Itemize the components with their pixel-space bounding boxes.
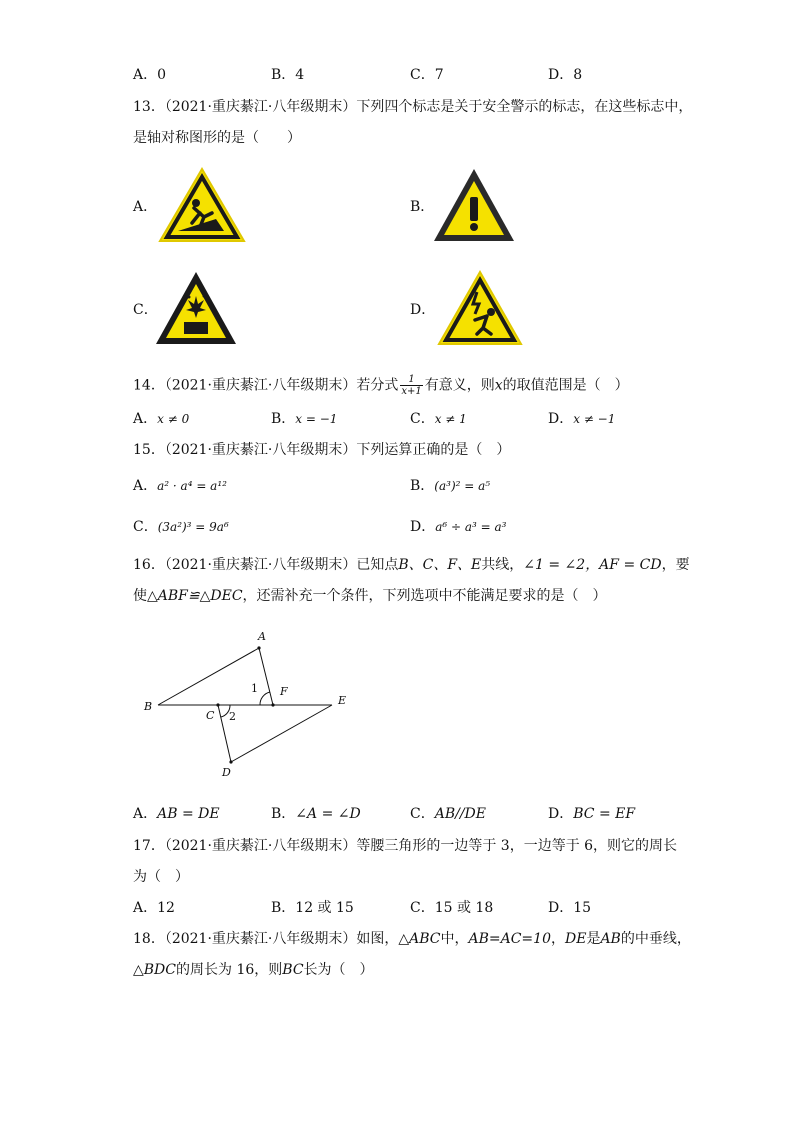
q18-stem-line2	[133, 960, 374, 980]
explosion-warning-sign-icon	[154, 270, 238, 346]
q13-label-a: A．	[133, 199, 158, 215]
angle-1-arc	[260, 692, 270, 705]
q15-option-c-label: C．	[133, 519, 158, 535]
q16-l2-suffix: ，还需补充一个条件，下列选项中不能满足要求的是（ ）	[242, 588, 607, 604]
exclamation-warning-sign-icon	[432, 167, 516, 243]
line-de	[231, 705, 332, 762]
q17-stem-line2: 为（ ）	[133, 869, 189, 885]
q18-stem-line1	[133, 929, 691, 949]
q12-option-a: A．0	[133, 67, 167, 83]
q15-option-a-label: A．	[133, 478, 158, 494]
q14-option-c-label: C．	[410, 411, 435, 427]
label-a: A	[258, 630, 266, 643]
q17-option-d: D．15	[548, 900, 592, 916]
q16-l1-suffix: ，要	[661, 557, 690, 573]
label-f: F	[280, 685, 288, 698]
q15-option-c-math: (3a²)³ = 9a⁶	[157, 520, 229, 534]
q17-option-c: C．15 或 18	[410, 900, 494, 916]
q14-option-c-math: x ≠ 1	[434, 412, 467, 426]
q17-option-a: A．12	[133, 900, 175, 916]
q14-option-d-label: D．	[548, 411, 574, 427]
q16-option-b	[271, 804, 361, 824]
q15-option-a	[133, 476, 227, 496]
q18-l2-suffix: 长为（ ）	[303, 962, 374, 978]
q12-option-d: D．8	[548, 67, 583, 83]
line-ba	[158, 648, 259, 705]
q14-middle: 有意义，则	[424, 377, 495, 394]
q15-option-b	[410, 476, 490, 496]
label-angle-2: 2	[229, 710, 236, 723]
q14-prefix: 14．（2021·重庆綦江·八年级期末）若分式	[133, 377, 399, 394]
q15-option-d	[410, 517, 507, 537]
q16-option-b-math: ∠A = ∠D	[295, 806, 361, 822]
q18-l1-mid: 中，	[440, 931, 469, 947]
q16-geometry-figure	[130, 620, 370, 790]
q15-option-b-math: (a³)² = a⁵	[434, 479, 491, 493]
label-d: D	[222, 766, 231, 779]
q16-option-c	[410, 804, 486, 824]
q18-l1-suffix: 的中垂线，	[620, 931, 691, 947]
q15-option-d-label: D．	[410, 519, 436, 535]
q13-label-b: B．	[410, 199, 435, 215]
q17-option-b: B．12 或 15	[271, 900, 354, 916]
q18-l1-mid2: ，	[550, 931, 565, 947]
q16-l1-math2: ∠1 = ∠2，AF = CD	[523, 557, 662, 573]
q15-option-d-math: a⁶ ÷ a³ = a³	[435, 520, 507, 534]
q14-option-b	[271, 409, 337, 429]
q14-suffix: 的取值范围是（ ）	[502, 377, 629, 394]
q16-option-a	[133, 804, 220, 824]
q16-option-a-math: AB = DE	[157, 806, 220, 822]
q14-option-a-math: x ≠ 0	[157, 412, 190, 426]
q16-l2-math: △ABF≌△DEC	[147, 588, 243, 604]
q16-option-d-math: BC = EF	[573, 806, 636, 822]
label-angle-1: 1	[251, 682, 258, 695]
q12-option-c: C．7	[410, 67, 444, 83]
q18-l1-math4: AB	[600, 931, 621, 947]
q14-frac-den: x+1	[401, 386, 422, 397]
q13-label-d: D．	[410, 302, 436, 318]
q18-l2-mid: 的周长为 16，则	[176, 962, 283, 978]
q18-l1-math: △ABC	[398, 931, 441, 947]
q16-l1-math: B、C、F、E	[398, 557, 482, 573]
q15-option-c	[133, 517, 229, 537]
line-af	[259, 648, 273, 705]
q17-stem-line1: 17．（2021·重庆綦江·八年级期末）等腰三角形的一边等于 3，一边等于 6，则它的周长	[133, 838, 678, 854]
q14-option-a	[133, 409, 189, 429]
q15-option-a-math: a² · a⁴ = a¹²	[157, 479, 227, 493]
q13-label-c: C．	[133, 302, 158, 318]
q16-stem-line2	[133, 586, 607, 606]
q14-stem	[133, 374, 629, 397]
q18-l1-math3: DE	[564, 931, 587, 947]
q18-l2-math: △BDC	[133, 962, 176, 978]
slippery-warning-sign-icon	[158, 167, 246, 243]
q14-option-b-math: x = −1	[295, 412, 338, 426]
q14-option-d	[548, 409, 615, 429]
q18-l2-math2: BC	[282, 962, 304, 978]
q12-option-b: B．4	[271, 67, 305, 83]
q16-l1-mid: 共线，	[481, 557, 524, 573]
q16-stem-line1	[133, 555, 690, 575]
q16-l2-prefix: 使	[133, 588, 147, 604]
q14-option-b-label: B．	[271, 411, 296, 427]
q14-fraction	[400, 374, 422, 397]
q14-var: x	[494, 377, 503, 394]
q13-stem-line2: 是轴对称图形的是（ ）	[133, 130, 301, 146]
q16-option-c-label: C．	[410, 806, 435, 822]
q13-stem-line1: 13．（2021·重庆綦江·八年级期末）下列四个标志是关于安全警示的标志，在这些标志中，	[133, 99, 693, 115]
q15-option-b-label: B．	[410, 478, 435, 494]
q14-option-c	[410, 409, 467, 429]
q14-option-a-label: A．	[133, 411, 158, 427]
q15-stem: 15．（2021·重庆綦江·八年级期末）下列运算正确的是（ ）	[133, 442, 511, 458]
q16-option-d-label: D．	[548, 806, 574, 822]
label-b: B	[144, 700, 153, 713]
label-e: E	[338, 694, 347, 707]
q16-option-a-label: A．	[133, 806, 158, 822]
q16-l1-prefix: 16．（2021·重庆綦江·八年级期末）已知点	[133, 557, 399, 573]
q18-l1-math2: AB=AC=10	[468, 931, 551, 947]
q18-l1-mid3: 是	[586, 931, 601, 947]
q16-option-b-label: B．	[271, 806, 296, 822]
q16-option-d	[548, 804, 635, 824]
q18-l1-prefix: 18．（2021·重庆綦江·八年级期末）如图，	[133, 931, 399, 947]
q16-option-c-math: AB//DE	[434, 806, 486, 822]
electric-shock-warning-sign-icon	[437, 270, 523, 346]
q14-option-d-math: x ≠ −1	[573, 412, 616, 426]
q14-frac-num: 1	[400, 374, 422, 386]
label-c: C	[206, 709, 215, 722]
